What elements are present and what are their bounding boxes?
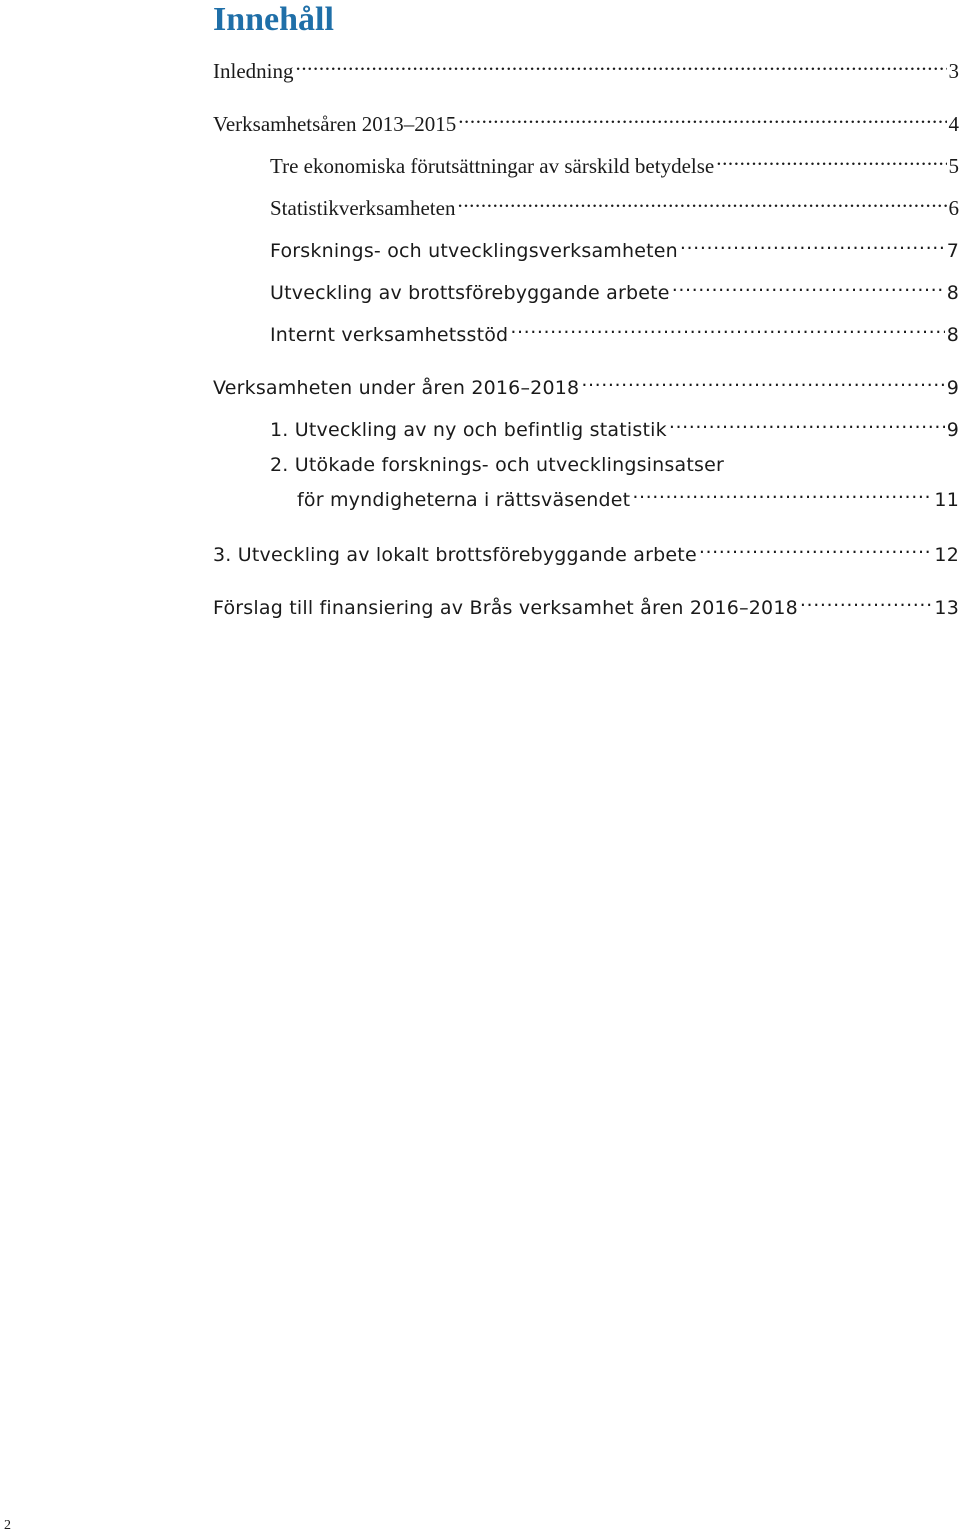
toc-entry-inledning[interactable]	[213, 52, 959, 84]
toc-dot-leader	[800, 588, 933, 614]
page-title: Innehåll	[213, 1, 334, 38]
toc-entry-statistikverksamheten[interactable]	[270, 189, 959, 221]
toc-entry-line2	[297, 480, 959, 513]
toc-entry-label: Inledning	[213, 59, 294, 83]
toc-entry-label-line1: 2. Utökade forsknings- och utvecklingsinsatser	[270, 454, 724, 476]
toc-entry-internt-stod[interactable]	[270, 315, 959, 348]
toc-entry-label: Utveckling av brottsförebyggande arbete	[270, 282, 670, 304]
toc-entry-finansiering[interactable]	[213, 588, 959, 621]
toc-entry-label: Verksamheten under åren 2016–2018	[213, 377, 580, 399]
toc-dot-leader	[458, 105, 946, 131]
toc-entry-page: 13	[934, 597, 959, 619]
toc-entry-label: Tre ekonomiska förutsättningar av särskild betydelse	[270, 154, 715, 178]
toc-dot-leader	[510, 315, 944, 341]
toc-entry-page: 8	[946, 282, 959, 304]
toc-entry-forskning[interactable]	[270, 231, 959, 264]
toc-entry-ekonomiska-forutsattningar[interactable]	[270, 147, 959, 179]
toc-entry-brottsforebyggande[interactable]	[270, 273, 959, 306]
toc-entry-label: 3. Utveckling av lokalt brottsförebyggande arbete	[213, 544, 697, 566]
toc-dot-leader	[457, 189, 946, 215]
toc-entry-verksamheten-2016-2018[interactable]	[213, 368, 959, 401]
toc-dot-leader	[295, 52, 946, 78]
toc-dot-leader	[632, 480, 932, 506]
toc-entry-statistik[interactable]	[270, 410, 959, 443]
toc-entry-page: 4	[948, 112, 959, 136]
toc-entry-page: 7	[946, 240, 959, 262]
toc-entry-lokalt-brottsforebyggande[interactable]	[213, 535, 959, 568]
toc-entry-label: Statistikverksamheten	[270, 196, 456, 220]
toc-dot-leader	[716, 147, 946, 173]
toc-entry-page: 6	[948, 196, 959, 220]
toc-entry-page: 9	[946, 419, 959, 441]
toc-entry-label: för myndigheterna i rättsväsendet	[297, 489, 631, 511]
toc-dot-leader	[581, 368, 944, 394]
toc-entry-page: 3	[948, 59, 959, 83]
toc-entry-page: 12	[934, 544, 959, 566]
footer-page-number: 2	[4, 1518, 11, 1533]
toc-entry-verksamhetsaren[interactable]	[213, 105, 959, 137]
toc-entry-label: Forsknings- och utvecklingsverksamheten	[270, 240, 678, 262]
toc-entry-label: 1. Utveckling av ny och befintlig statistik	[270, 419, 667, 441]
toc-dot-leader	[699, 535, 933, 561]
toc-entry-page: 11	[934, 489, 959, 511]
toc-dot-leader	[680, 231, 945, 257]
toc-dot-leader	[672, 273, 945, 299]
toc-entry-page: 8	[946, 324, 959, 346]
toc-dot-leader	[669, 410, 945, 436]
toc-entry-page: 9	[946, 377, 959, 399]
toc-entry-page: 5	[948, 154, 959, 178]
toc-entry-label: Verksamhetsåren 2013–2015	[213, 112, 457, 136]
toc-entry-label: Förslag till finansiering av Brås verksamhet åren 2016–2018	[213, 597, 798, 619]
toc-entry-label: Internt verksamhetsstöd	[270, 324, 509, 346]
